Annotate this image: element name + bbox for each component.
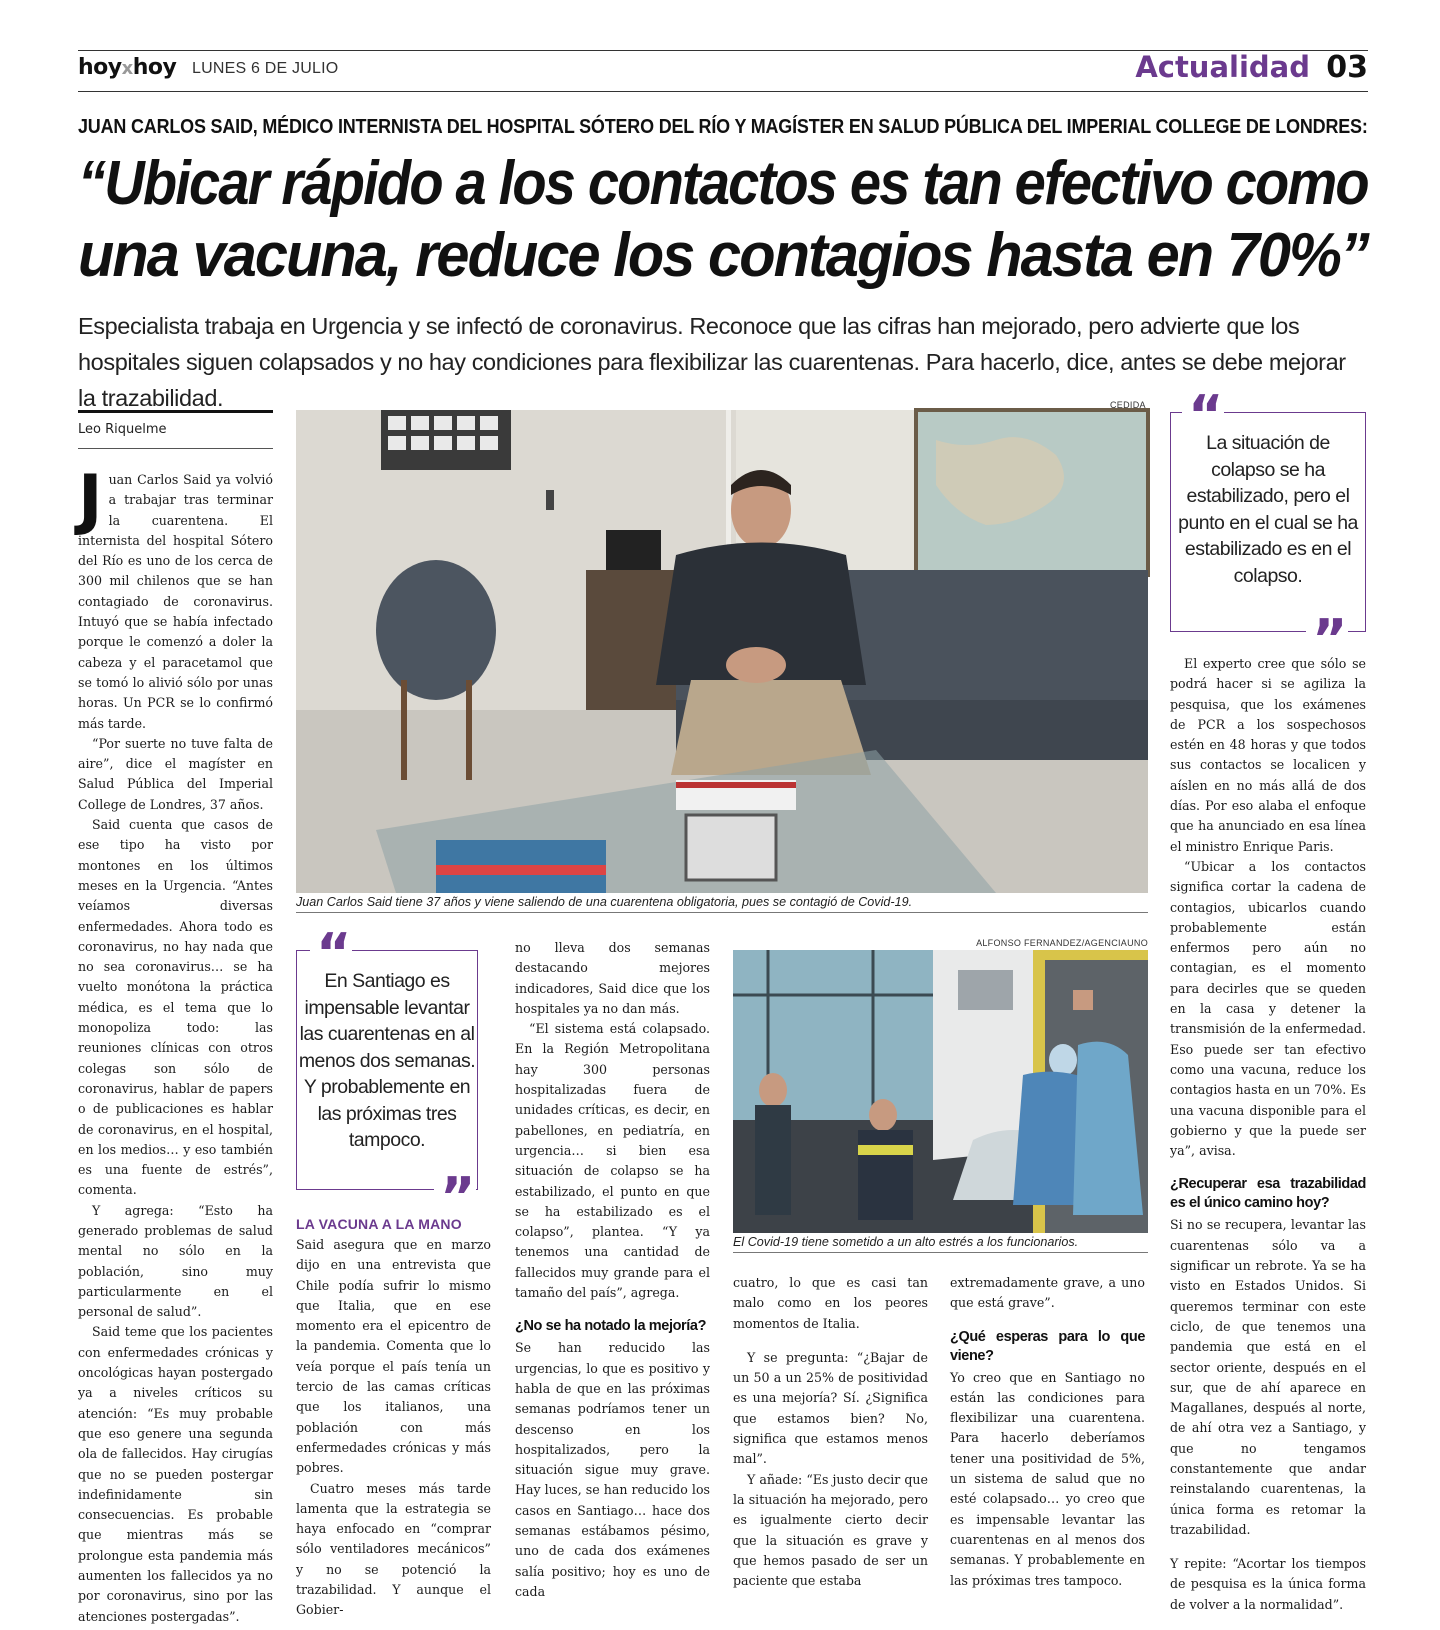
body-paragraph: no lleva dos semanas destacando mejores indicadores, Said dice que los hospitales ya no dan más. xyxy=(515,940,710,1016)
body-paragraph: Said asegura que en marzo dijo en una entrevista que Chile podía sufrir lo mismo que Italia, que en ese momento era el epicentro de la pandemia. Comenta que lo veía porque el país tenía un tercio de las camas críticas que los italianos, una población con más enfermedades crónicas y más pobres. xyxy=(296,1237,491,1476)
byline: Leo Riquelme xyxy=(78,422,167,437)
question-heading: ¿Recuperar esa trazabilidad es el único camino hoy? xyxy=(1170,1176,1366,1212)
subheading-vacuna: LA VACUNA A LA MANO xyxy=(296,1216,462,1232)
pull-quote-right-text: La situación de colapso se ha estabilizado, pero el punto en el cual se ha estabilizado es en el colapso. xyxy=(1178,432,1358,587)
ambulance-photo xyxy=(733,950,1148,1233)
body-paragraph: Said teme que los pacientes con enfermedades crónicas y oncológicas hayan postergado ya a niveles críticos su atención: “Es muy probable que eso genere una segunda ola de fallecidos. Hay cirugías que no se pueden postergar indefinidamente sin consecuencias. Es probable que mientras más se prolongue esta pandemia más aumenten los fallecidos ya no por coronavirus, sino por las atenciones postergadas”. xyxy=(78,1324,273,1624)
body-column-2 xyxy=(296,1205,491,1621)
body-column-3 xyxy=(515,938,710,1602)
body-column-4 xyxy=(733,1273,928,1591)
ambulance-photo-caption: El Covid-19 tiene sometido a un alto estrés a los funcionarios. xyxy=(733,1235,1148,1253)
body-paragraph: Y se pregunta: “¿Bajar de un 50 a un 25% de positividad es una mejoría? Sí. ¿Significa que estamos bien? No, significa que estamos menos mal”. xyxy=(733,1349,928,1467)
body-paragraph: “Por suerte no tuve falta de aire”, dice el magíster en Salud Pública del Imperial College de Londres, 37 años. xyxy=(78,735,273,812)
header-bottom-rule xyxy=(78,91,1368,92)
body-paragraph: Si no se recupera, levantar las cuarentenas sólo va a significar un rebrote. Ya se ha visto en Estados Unidos. Si queremos terminar con este ciclo, de que tenemos una pandemia que está en el sector oriente, después en el sur, que de ahí aparece en Magallanes, después al norte, de ahí otra vez a Santiago, y que no tengamos constantemente que andar reinstalando cuarentenas, la única forma es retomar la trazabilidad. xyxy=(1170,1217,1366,1537)
headline-line-2: una vacuna, reduce los contagios hasta en 70%” xyxy=(78,221,1368,290)
body-column-6 xyxy=(1170,654,1366,1615)
body-column-5 xyxy=(950,1273,1145,1591)
body-paragraph: Se han reducido las urgencias, lo que es positivo y habla de que en las próximas semanas podríamos tener un descenso en los hospitalizados, pero la situación sigue muy grave. Hay luces, se han reducido los casos en Santiago… hace dos semanas estábamos pésimo, uno de cada dos exámenes salía positivo; hoy es uno de cada xyxy=(515,1340,710,1599)
main-photo-image xyxy=(296,410,1148,893)
body-paragraph: “El sistema está colapsado. En la Región Metropolitana hay 300 personas hospitalizadas fuera de unidades críticas, es decir, en pabellones, en pediatría, en urgencia… si bien esa situación de colapso se ha estabilizado, el punto en que se ha estabilizado es el colapso”, plantea. “Y ya tenemos una cantidad de fallecidos muy grande para el tamaño del país”, agrega. xyxy=(515,1021,710,1301)
main-photo xyxy=(296,410,1148,893)
pull-quote-left-text: En Santiago es impensable levantar las cuarentenas en al menos dos semanas. Y probablemente en las próximas tres tampoco. xyxy=(298,970,476,1151)
logo-right: hoy xyxy=(132,55,177,80)
section-title: Actualidad xyxy=(1135,50,1310,84)
newspaper-logo xyxy=(78,55,176,80)
body-paragraph: cuatro, lo que es casi tan malo como en los peores momentos de Italia. xyxy=(733,1275,928,1331)
question-heading: ¿No se ha notado la mejoría? xyxy=(515,1318,707,1335)
body-paragraph: Yo creo que en Santiago no están las condiciones para flexibilizar una cuarentena. Para hacerlo deberíamos tener una positividad de 5%, un sistema de salud que no esté colapsado… yo creo que es impensable levantar las cuarentenas en al menos dos semanas. Y probablemente en las próximas tres tampoco. xyxy=(950,1369,1145,1588)
byline-bottom-rule xyxy=(78,448,273,449)
headline-line-1: “Ubicar rápido a los contactos es tan efectivo como xyxy=(78,149,1368,218)
photo-credit-second: ALFONSO FERNANDEZ/AGENCIAUNO xyxy=(976,938,1148,948)
byline-top-rule xyxy=(78,410,273,413)
open-quote-icon: “ xyxy=(1182,396,1224,426)
article-deck: Especialista trabaja en Urgencia y se infectó de coronavirus. Reconoce que las cifras han mejorado, pero advierte que los hospitales siguen colapsados y no hay condiciones para flexibilizar las cuarentenas. Para hacerlo, dice, antes se debe mejorar la trazabilidad. xyxy=(78,313,1346,411)
ambulance-photo-image xyxy=(733,950,1148,1233)
close-quote-icon: ” xyxy=(434,1178,476,1208)
logo-left: hoy xyxy=(78,55,122,80)
body-paragraph: Y repite: “Acortar los tiempos de pesquisa es la única forma de volver a la normalidad”. xyxy=(1170,1556,1366,1612)
page-number: 03 xyxy=(1326,50,1368,85)
question-heading: ¿Qué esperas para lo que viene? xyxy=(950,1328,1145,1364)
article-headline xyxy=(78,148,1368,292)
logo-x: x xyxy=(121,58,133,79)
paragraph-text: uan Carlos Said ya volvió a trabajar tras terminar la cuarentena. El internista del hospital Sótero del Río es uno de los cerca de 300 mil chilenos que se han contagiado de coronavirus. Intuyó que se había infectado porque le comenzó a doler la cabeza y el paracetamol que se tomó lo alivió sólo por unas horas. Un PCR se lo confirmó más tarde. xyxy=(78,472,273,731)
issue-date: LUNES 6 DE JULIO xyxy=(192,60,339,77)
body-paragraph: Y añade: “Es justo decir que la situación ha mejorado, pero es igualmente cierto decir que la situación es grave y que hemos pasado de ser un paciente que estaba xyxy=(733,1471,928,1589)
open-quote-icon: “ xyxy=(310,934,352,964)
article-kicker: JUAN CARLOS SAID, MÉDICO INTERNISTA DEL HOSPITAL SÓTERO DEL RÍO Y MAGÍSTER EN SALUD PÚBLICA DEL IMPERIAL COLLEGE DE LONDRES: xyxy=(78,115,1368,138)
drop-cap: J xyxy=(78,461,103,538)
body-paragraph: El experto cree que sólo se podrá hacer si se agiliza la pesquisa, que los exámenes de PCR a los sospechosos estén en 48 horas y que todos sus contactos se localicen y aíslen en no más allá de dos días. Por eso alaba el enfoque que ha anunciado en esa línea el ministro Enrique Paris. xyxy=(1170,656,1366,854)
main-photo-caption: Juan Carlos Said tiene 37 años y viene saliendo de una cuarentena obligatoria, pues se contagió de Covid-19. xyxy=(296,895,1148,913)
body-paragraph: “Ubicar a los contactos significa cortar la cadena de contagios, ubicarlos cuando probablemente están enfermos pero aún no contagian, es el momento para decirles que se queden en la casa y detener la transmisión de la enfermedad. Eso puede ser tan efectivo como una vacuna, reduce los contagios hasta en un 70%. Es una vacuna disponible para el gobierno y que la puede ser ya”, avisa. xyxy=(1170,858,1366,1159)
body-column-1 xyxy=(78,461,273,1627)
body-paragraph: Cuatro meses más tarde lamenta que la estrategia se haya enfocado en “comprar sólo ventiladores mecánicos” y no se potenció la trazabilidad. Y aunque el Gobier- xyxy=(296,1480,491,1618)
close-quote-icon: ” xyxy=(1306,620,1348,650)
body-paragraph xyxy=(78,461,273,734)
photo-credit-main: CEDIDA xyxy=(1110,400,1146,410)
body-paragraph: Said cuenta que casos de ese tipo ha visto por montones en los últimos meses en la Urgencia. “Antes veíamos diversas enfermedades. Ahora todo es coronavirus, no hay nada que no sea coronavirus… se ha vuelto monótona la práctica médica, es el tema que lo monopoliza todo: las reuniones clínicas con otros colegas son sólo de coronavirus, hablar de papers o de publicaciones es hablar de coronavirus, en el hospital, en los medios… y eso también es una fuente de estrés”, comenta. xyxy=(78,817,273,1198)
body-paragraph: extremadamente grave, a uno que está grave”. xyxy=(950,1275,1145,1311)
body-paragraph: Y agrega: “Esto ha generado problemas de salud mental no sólo en la población, sino muy particularmente en el personal de salud”. xyxy=(78,1202,273,1320)
